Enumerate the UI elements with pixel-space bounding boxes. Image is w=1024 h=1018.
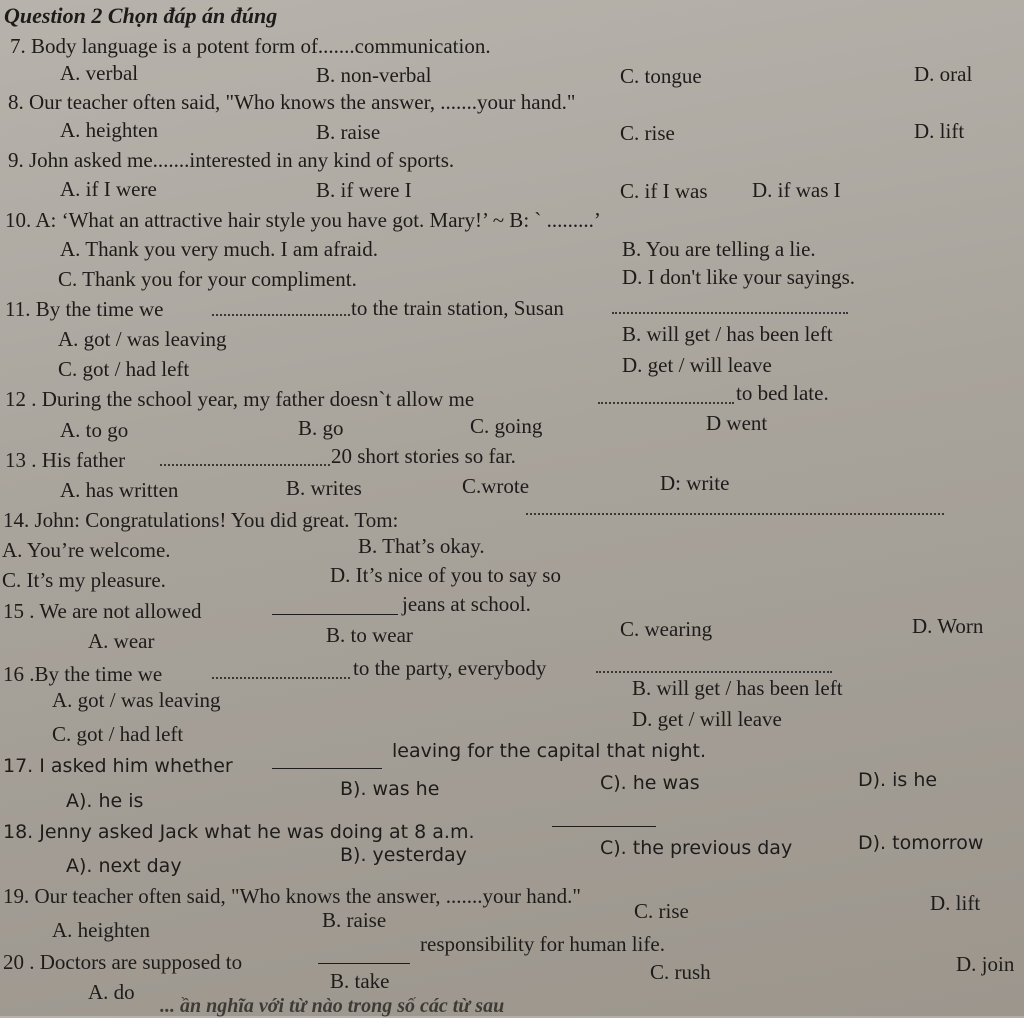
q14-option-b[interactable]: B. That’s okay. [358, 534, 485, 558]
q16-option-d[interactable]: D. get / will leave [632, 707, 782, 731]
q17-option-a[interactable]: A). he is [66, 790, 144, 812]
q19-option-d[interactable]: D. lift [930, 891, 981, 915]
q9-option-a[interactable]: A. if I were [60, 177, 157, 201]
q12-option-d[interactable]: D went [706, 411, 768, 435]
q18-option-d[interactable]: D). tomorrow [858, 832, 984, 854]
q16-blank-2 [596, 671, 832, 673]
q8-option-a[interactable]: A. heighten [60, 118, 158, 142]
q7-option-b[interactable]: B. non-verbal [316, 63, 432, 87]
question-18-stem: 18. Jenny asked Jack what he was doing at 8 a.m. [3, 821, 475, 843]
q16-option-b[interactable]: B. will get / has been left [632, 676, 843, 700]
question-13-stem-start: 13 . His father [5, 448, 126, 472]
q12-blank [598, 402, 734, 404]
q9-option-c[interactable]: C. if I was [620, 179, 708, 203]
q15-option-b[interactable]: B. to wear [326, 623, 413, 647]
q10-option-c[interactable]: C. Thank you for your compliment. [58, 267, 357, 291]
question-10-stem: 10. A: ‘What an attractive hair style you have got. Mary!’ ~ B: ` .........’ [5, 208, 601, 232]
q11-option-b[interactable]: B. will get / has been left [622, 322, 833, 346]
question-7-stem: 7. Body language is a potent form of.......communication. [10, 34, 491, 58]
q19-option-b[interactable]: B. raise [322, 908, 387, 932]
question-16-stem-start: 16 .By the time we [3, 662, 163, 686]
q17-blank [272, 768, 382, 769]
q14-option-d[interactable]: D. It’s nice of you to say so [330, 563, 561, 587]
q20-option-a[interactable]: A. do [88, 980, 135, 1004]
q13-option-a[interactable]: A. has written [60, 478, 179, 502]
question-11-stem-start: 11. By the time we [5, 297, 164, 321]
q20-blank [318, 963, 410, 964]
next-section-heading: ... ần nghĩa với từ nào trong số các từ sau [160, 995, 505, 1017]
q12-option-b[interactable]: B. go [298, 416, 344, 440]
q11-blank-1 [212, 314, 350, 316]
question-13-stem-end: 20 short stories so far. [331, 444, 516, 468]
q15-option-c[interactable]: C. wearing [620, 617, 713, 641]
q14-option-a[interactable]: A. You’re welcome. [2, 538, 171, 562]
q7-option-d[interactable]: D. oral [914, 62, 973, 86]
q9-option-b[interactable]: B. if were I [316, 178, 412, 202]
q16-option-a[interactable]: A. got / was leaving [52, 688, 221, 712]
question-12-stem-end: to bed late. [736, 381, 829, 405]
q16-option-c[interactable]: C. got / had left [52, 722, 184, 746]
question-15-stem-end: jeans at school. [402, 592, 531, 616]
q18-option-b[interactable]: B). yesterday [340, 844, 467, 866]
q8-option-c[interactable]: C. rise [620, 121, 675, 145]
question-17-stem-start: 17. I asked him whether [3, 755, 233, 777]
question-14-stem: 14. John: Congratulations! You did great. Tom: [3, 508, 399, 532]
section-title: Question 2 Chọn đáp án đúng [4, 3, 278, 28]
q17-option-c[interactable]: C). he was [600, 772, 700, 794]
q11-option-a[interactable]: A. got / was leaving [58, 327, 227, 351]
q8-option-b[interactable]: B. raise [316, 120, 381, 144]
q12-option-a[interactable]: A. to go [60, 418, 129, 442]
question-15-stem-start: 15 . We are not allowed [3, 599, 202, 623]
q13-option-d[interactable]: D: write [660, 471, 730, 495]
q10-option-a[interactable]: A. Thank you very much. I am afraid. [60, 237, 379, 261]
q19-option-c[interactable]: C. rise [634, 899, 689, 923]
q10-option-d[interactable]: D. I don't like your sayings. [622, 265, 856, 289]
question-17-stem-end: leaving for the capital that night. [392, 740, 707, 762]
q16-blank-1 [212, 677, 350, 679]
q14-blank [526, 513, 944, 515]
question-20-stem-start: 20 . Doctors are supposed to [3, 950, 243, 974]
q10-option-b[interactable]: B. You are telling a lie. [622, 237, 816, 261]
q8-option-d[interactable]: D. lift [914, 119, 965, 143]
q9-option-d[interactable]: D. if was I [752, 178, 841, 202]
q18-blank [552, 826, 656, 827]
q20-option-c[interactable]: C. rush [650, 960, 711, 984]
q17-option-b[interactable]: B). was he [340, 778, 440, 800]
question-19-stem: 19. Our teacher often said, "Who knows the answer, .......your hand." [3, 884, 581, 908]
q15-option-d[interactable]: D. Worn [912, 614, 984, 638]
q18-option-c[interactable]: C). the previous day [600, 837, 793, 859]
question-9-stem: 9. John asked me.......interested in any kind of sports. [8, 148, 455, 172]
question-20-stem-end: responsibility for human life. [420, 932, 665, 956]
question-8-stem: 8. Our teacher often said, "Who knows the answer, .......your hand." [8, 90, 576, 114]
q18-option-a[interactable]: A). next day [66, 855, 182, 877]
q13-option-b[interactable]: B. writes [286, 476, 362, 500]
q12-option-c[interactable]: C. going [470, 414, 543, 438]
question-16-stem-mid: to the party, everybody [353, 656, 547, 680]
q14-option-c[interactable]: C. It’s my pleasure. [2, 568, 166, 592]
q11-blank-2 [612, 312, 848, 314]
q11-option-c[interactable]: C. got / had left [58, 357, 190, 381]
q19-option-a[interactable]: A. heighten [52, 918, 150, 942]
q20-option-b[interactable]: B. take [330, 969, 390, 993]
q17-option-d[interactable]: D). is he [858, 769, 938, 791]
question-12-stem-start: 12 . During the school year, my father doesn`t allow me [5, 387, 475, 411]
q7-option-c[interactable]: C. tongue [620, 64, 702, 88]
q11-option-d[interactable]: D. get / will leave [622, 353, 772, 377]
q15-option-a[interactable]: A. wear [88, 629, 155, 653]
question-11-stem-mid: to the train station, Susan [351, 296, 564, 320]
q15-blank [272, 614, 398, 615]
q13-blank [160, 464, 330, 466]
q7-option-a[interactable]: A. verbal [60, 61, 139, 85]
q13-option-c[interactable]: C.wrote [462, 474, 530, 498]
q20-option-d[interactable]: D. join [956, 952, 1015, 976]
